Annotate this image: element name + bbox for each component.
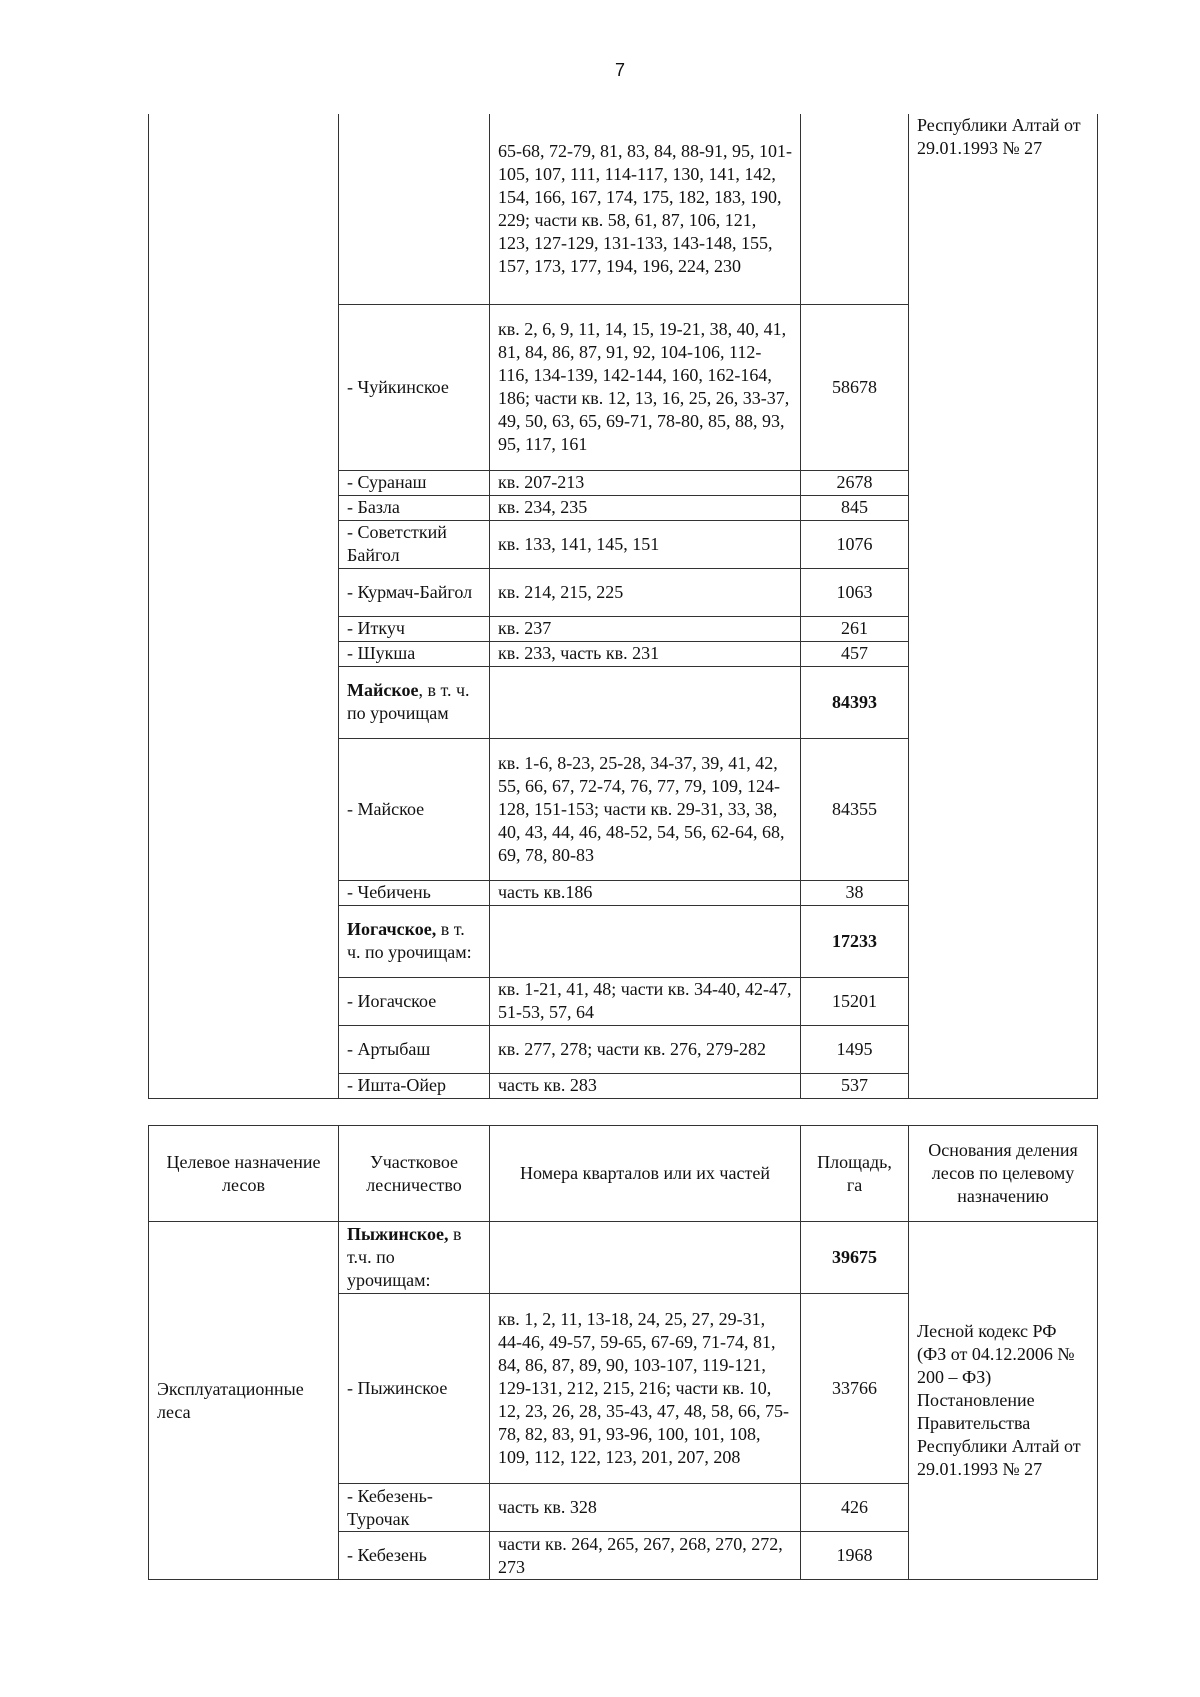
basis-cell: Лесной кодекс РФ (ФЗ от 04.12.2006 № 200 – ФЗ) Постановление Правительства Республики Алтай от 29.01.1993 № 27 xyxy=(909,1222,1098,1580)
area-cell: 15201 xyxy=(801,977,909,1025)
header-basis: Основания деления лесов по целевому назначению xyxy=(909,1126,1098,1222)
forest-table-exploitation xyxy=(148,1125,1098,1580)
forestry-name-rest: , в т. ч. по урочищам xyxy=(347,680,470,723)
quarters-cell: кв. 214, 215, 225 xyxy=(490,568,801,616)
forestry-cell: - Ишта-Ойер xyxy=(339,1073,490,1098)
area-cell: 426 xyxy=(801,1484,909,1532)
forestry-cell: - Шукша xyxy=(339,641,490,666)
forestry-cell: - Майское xyxy=(339,738,490,880)
forestry-cell: - Суранаш xyxy=(339,470,490,495)
area-cell: 1063 xyxy=(801,568,909,616)
forestry-cell: - Иогачское xyxy=(339,977,490,1025)
forestry-cell: - Иткуч xyxy=(339,616,490,641)
area-cell: 1968 xyxy=(801,1532,909,1580)
forestry-name-rest: в т.ч. по урочищам: xyxy=(347,1224,462,1290)
header-row xyxy=(149,1126,1098,1222)
forestry-cell: - Базла xyxy=(339,495,490,520)
quarters-cell: часть кв. 283 xyxy=(490,1073,801,1098)
forestry-cell: - Кебезень xyxy=(339,1532,490,1580)
area-cell: 84393 xyxy=(801,666,909,738)
area-cell: 845 xyxy=(801,495,909,520)
forestry-cell xyxy=(339,905,490,977)
area-cell: 1495 xyxy=(801,1025,909,1073)
header-forestry: Участковое лесничество xyxy=(339,1126,490,1222)
quarters-cell: кв. 237 xyxy=(490,616,801,641)
page-number: 7 xyxy=(614,60,625,80)
basis-cell: Республики Алтай от 29.01.1993 № 27 xyxy=(909,114,1098,1098)
table-row xyxy=(149,1222,1098,1294)
header-quarters: Номера кварталов или их частей xyxy=(490,1126,801,1222)
quarters-cell: кв. 1-6, 8-23, 25-28, 34-37, 39, 41, 42, 55, 66, 67, 72-74, 76, 77, 79, 109, 124-128, 151-153; части кв. 29-31, 33, 38, 40, 43, 44, 46, 48-52, 54, 56, 62-64, 68, 69, 78, 80-83 xyxy=(490,738,801,880)
purpose-cell xyxy=(149,114,339,1098)
forestry-cell xyxy=(339,114,490,304)
forestry-cell: - Пыжинское xyxy=(339,1294,490,1484)
forestry-cell: - Курмач-Байгол xyxy=(339,568,490,616)
forestry-cell xyxy=(339,666,490,738)
area-cell: 39675 xyxy=(801,1222,909,1294)
forestry-name-bold: Иогачское, xyxy=(347,919,437,939)
table-row xyxy=(149,114,1098,304)
area-cell: 2678 xyxy=(801,470,909,495)
quarters-cell: кв. 1-21, 41, 48; части кв. 34-40, 42-47, 51-53, 57, 64 xyxy=(490,977,801,1025)
quarters-cell: кв. 133, 141, 145, 151 xyxy=(490,520,801,568)
area-cell: 457 xyxy=(801,641,909,666)
area-cell: 58678 xyxy=(801,304,909,470)
forest-table-continued xyxy=(148,114,1098,1099)
forestry-name-rest: в т. ч. по урочищам: xyxy=(347,919,472,962)
forestry-cell: - Советсткий Байгол xyxy=(339,520,490,568)
quarters-cell: кв. 277, 278; части кв. 276, 279-282 xyxy=(490,1025,801,1073)
header-purpose: Целевое назначение лесов xyxy=(149,1126,339,1222)
forestry-name-bold: Майское xyxy=(347,680,419,700)
quarters-cell xyxy=(490,905,801,977)
area-cell xyxy=(801,114,909,304)
area-cell: 261 xyxy=(801,616,909,641)
quarters-cell: кв. 234, 235 xyxy=(490,495,801,520)
header-area: Площадь, га xyxy=(801,1126,909,1222)
quarters-cell xyxy=(490,666,801,738)
quarters-cell: кв. 1, 2, 11, 13-18, 24, 25, 27, 29-31, 44-46, 49-57, 59-65, 67-69, 71-74, 81, 84, 86, 87, 89, 90, 103-107, 119-121, 129-131, 212, 215, 216; части кв. 10, 12, 23, 26, 28, 35-43, 47, 48, 58, 66, 75-78, 82, 83, 91, 93-96, 100, 101, 108, 109, 112, 122, 123, 201, 207, 208 xyxy=(490,1294,801,1484)
quarters-cell: кв. 207-213 xyxy=(490,470,801,495)
forestry-name-bold: Пыжинское, xyxy=(347,1224,449,1244)
quarters-cell: кв. 233, часть кв. 231 xyxy=(490,641,801,666)
area-cell: 33766 xyxy=(801,1294,909,1484)
quarters-cell xyxy=(490,1222,801,1294)
forestry-cell xyxy=(339,1222,490,1294)
quarters-cell: часть кв.186 xyxy=(490,880,801,905)
quarters-cell: часть кв. 328 xyxy=(490,1484,801,1532)
area-cell: 38 xyxy=(801,880,909,905)
quarters-cell: части кв. 264, 265, 267, 268, 270, 272, 273 xyxy=(490,1532,801,1580)
area-cell: 17233 xyxy=(801,905,909,977)
quarters-cell: 65-68, 72-79, 81, 83, 84, 88-91, 95, 101-105, 107, 111, 114-117, 130, 141, 142, 154, 166, 167, 174, 175, 182, 183, 190, 229; части кв. 58, 61, 87, 106, 121, 123, 127-129, 131-133, 143-148, 155, 157, 173, 177, 194, 196, 224, 230 xyxy=(490,114,801,304)
purpose-cell: Эксплуатационные леса xyxy=(149,1222,339,1580)
forestry-cell: - Чуйкинское xyxy=(339,304,490,470)
area-cell: 84355 xyxy=(801,738,909,880)
area-cell: 1076 xyxy=(801,520,909,568)
quarters-cell: кв. 2, 6, 9, 11, 14, 15, 19-21, 38, 40, 41, 81, 84, 86, 87, 91, 92, 104-106, 112-116, 134-139, 142-144, 160, 162-164, 186; части кв. 12, 13, 16, 25, 26, 33-37, 49, 50, 63, 65, 69-71, 78-80, 85, 88, 93, 95, 117, 161 xyxy=(490,304,801,470)
forestry-cell: - Артыбаш xyxy=(339,1025,490,1073)
forestry-cell: - Кебезень-Турочак xyxy=(339,1484,490,1532)
forestry-cell: - Чебичень xyxy=(339,880,490,905)
area-cell: 537 xyxy=(801,1073,909,1098)
